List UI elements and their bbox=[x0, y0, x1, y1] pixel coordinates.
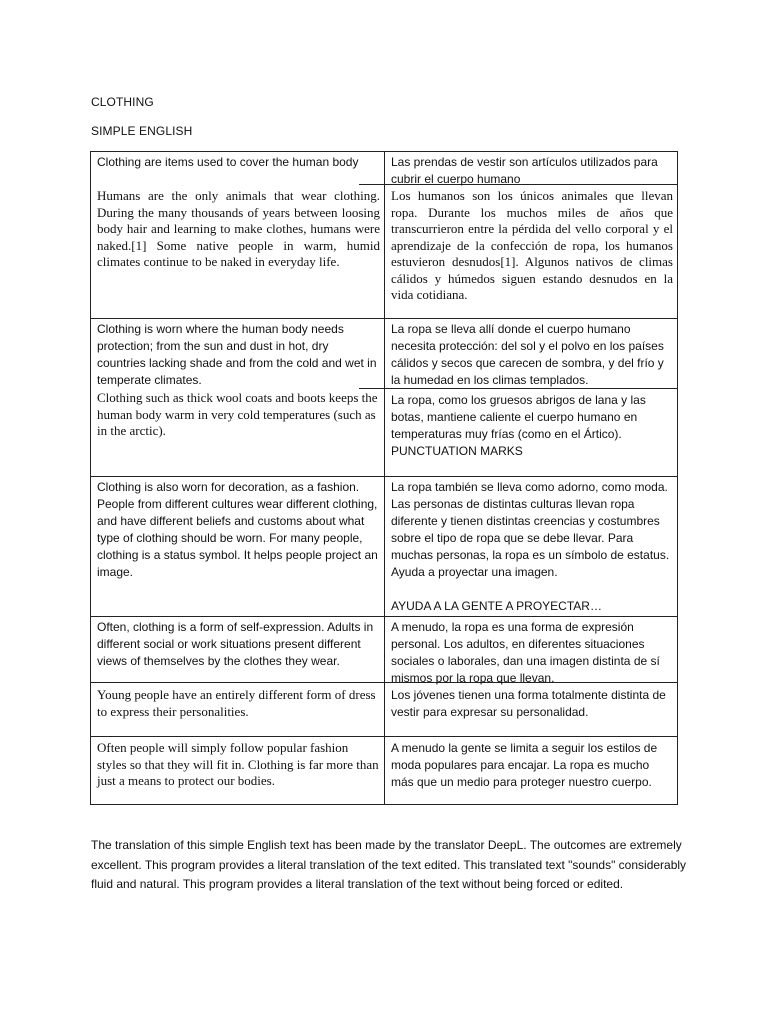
translation-note: The translation of this simple English text has been made by the translator DeepL. The outcomes are extremely excellent. This program provides a literal translation of the text edited. This translated text "sounds" considerably fluid and natural. This program provides a literal translation of the text without being forced or edited. bbox=[91, 838, 687, 891]
row-3-english: Clothing is worn where the human body needs protection; from the sun and dust in hot, dry countries lacking shade and from the cold and wet in temperate climates. bbox=[97, 322, 377, 387]
row-8-spanish: A menudo la gente se limita a seguir los estilos de moda populares para encajar. La ropa es mucho más que un medio para proteger nuestro cuerpo. bbox=[391, 741, 658, 789]
document-title: CLOTHING bbox=[91, 95, 154, 109]
row-5-spanish: La ropa también se lleva como adorno, como moda. Las personas de distintas culturas llevan ropa diferente y tienen distintas creencias y costumbres sobre el tipo de ropa que se debe llevar. Para muchas personas, la ropa es un símbolo de estatus. Ayuda a proyectar una imagen. bbox=[391, 480, 670, 579]
row-2-spanish: Los humanos son los únicos animales que llevan ropa. Durante los muchos miles de años que transcurrieron entre la pérdida del vello corporal y el aprendizaje de la confección de ropa, los humanos estuvieron desnudos[1]. Algunos nativos de climas cálidos y húmedos siguen estando desnudos en la vida cotidiana. bbox=[391, 188, 673, 302]
row-6-spanish: A menudo, la ropa es una forma de expresión personal. Los adultos, en diferentes situaciones sociales o laborales, dan una imagen distinta de sí mismos por la ropa que llevan. bbox=[391, 620, 660, 685]
row-divider bbox=[91, 736, 677, 737]
row-divider bbox=[91, 318, 677, 319]
row-2-english: Humans are the only animals that wear clothing. During the many thousands of years between loosing body hair and learning to make clothes, humans were naked.[1] Some native people in warm, humid climates continue to be naked in everyday life. bbox=[97, 188, 380, 269]
row-7-spanish: Los jóvenes tienen una forma totalmente distinta de vestir para expresar su personalidad. bbox=[391, 688, 666, 719]
row-4-note: PUNCTUATION MARKS bbox=[391, 444, 523, 458]
document-subtitle: SIMPLE ENGLISH bbox=[91, 124, 193, 138]
row-divider bbox=[91, 476, 677, 477]
row-3-spanish: La ropa se lleva allí donde el cuerpo humano necesita protección: del sol y el polvo en los países cálidos y secos que carecen de sombra, y del frío y la humedad en los climas templados. bbox=[391, 322, 664, 387]
row-6-english: Often, clothing is a form of self-expression. Adults in different social or work situations present different views of themselves by the clothes they wear. bbox=[97, 620, 374, 668]
row-4-spanish: La ropa, como los gruesos abrigos de lana y las botas, mantiene caliente el cuerpo humano en temperaturas muy frías (como en el Ártico). bbox=[391, 393, 646, 441]
row-7-english: Young people have an entirely different form of dress to express their personalities. bbox=[97, 687, 376, 719]
row-divider bbox=[91, 616, 677, 617]
row-4-english: Clothing such as thick wool coats and boots keeps the human body warm in very cold temperatures (such as in the arctic). bbox=[97, 390, 378, 438]
row-1-spanish: Las prendas de vestir son artículos utilizados para cubrir el cuerpo humano bbox=[391, 155, 658, 186]
row-8-english: Often people will simply follow popular fashion styles so that they will fit in. Clothing is far more than just a means to protect our bodies. bbox=[97, 740, 379, 788]
row-5-note: AYUDA A LA GENTE A PROYECTAR… bbox=[391, 599, 602, 613]
row-5-english: Clothing is also worn for decoration, as a fashion. People from different cultures wear different clothing, and have different beliefs and customs about what type of clothing should be worn. For many people, clothing is a status symbol. It helps people project an image. bbox=[97, 480, 378, 579]
translation-table bbox=[90, 151, 678, 805]
row-1-english: Clothing are items used to cover the human body bbox=[97, 155, 359, 169]
